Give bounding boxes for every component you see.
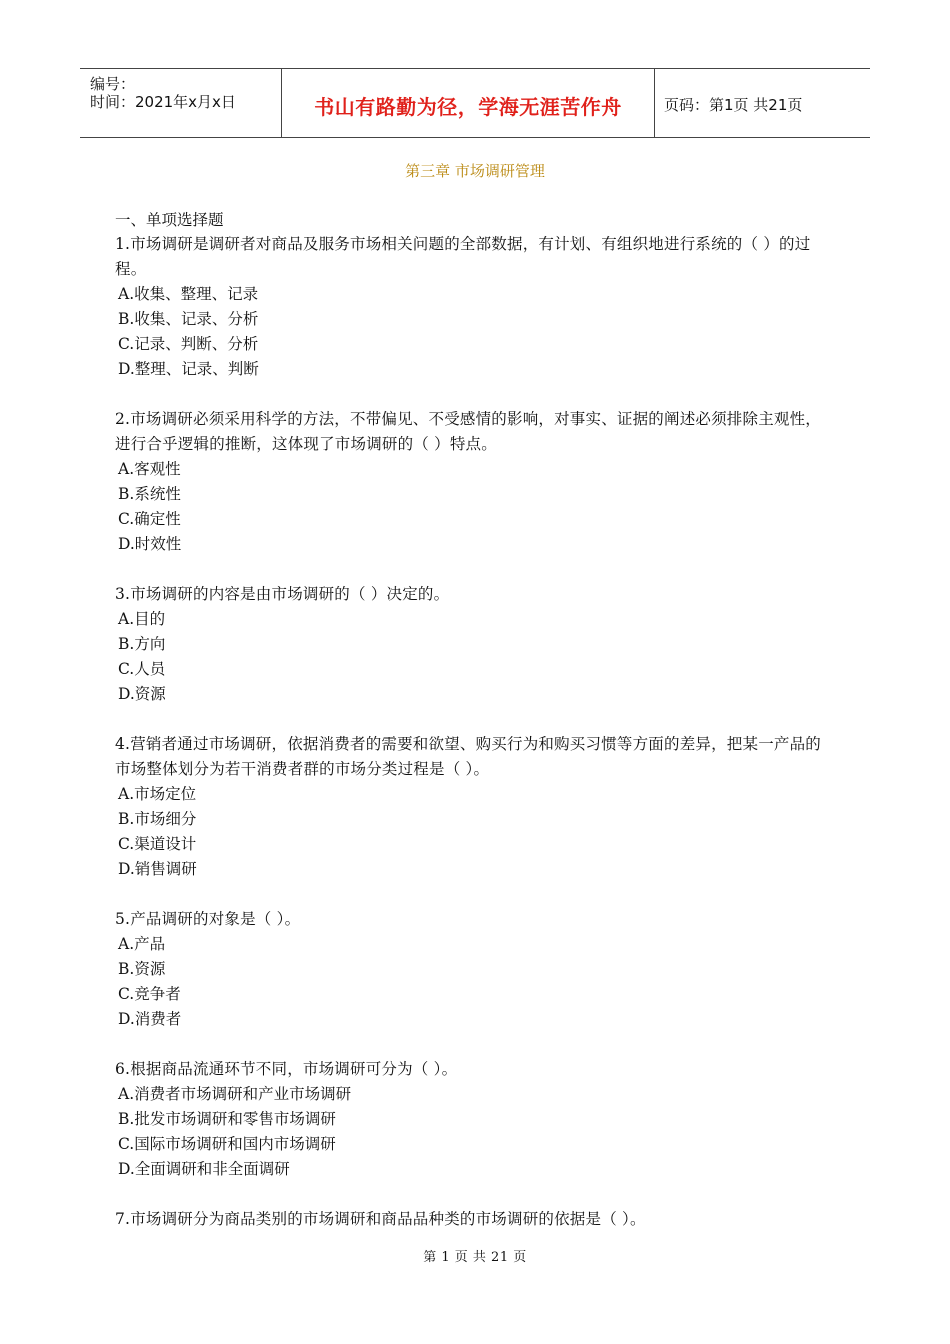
answer-option: D.消费者	[118, 1010, 182, 1028]
question-stem: 7.市场调研分为商品类别的市场调研和商品品种类的市场调研的依据是（ ）。	[115, 1210, 646, 1228]
answer-option: D.整理、记录、判断	[118, 360, 259, 378]
answer-option: B.方向	[118, 635, 166, 653]
page-info: 页码：第1页 共21页	[664, 96, 803, 114]
answer-option: C.记录、判断、分析	[118, 335, 259, 353]
header-table	[80, 68, 870, 138]
question-stem: 4.营销者通过市场调研，依据消费者的需要和欲望、购买行为和购买习惯等方面的差异，把某一产品的市场整体划分为若干消费者群的市场分类过程是（ ）。	[115, 735, 821, 778]
answer-option: C.渠道设计	[118, 835, 197, 853]
question-item	[115, 407, 835, 557]
question-item	[115, 1057, 835, 1182]
question-stem: 6.根据商品流通环节不同，市场调研可分为（ ）。	[115, 1060, 458, 1078]
answer-option: C.确定性	[118, 510, 181, 528]
serial-number-label: 编号：	[90, 75, 136, 93]
answer-option: D.全面调研和非全面调研	[118, 1160, 290, 1178]
answer-option: D.时效性	[118, 535, 182, 553]
question-stem: 2.市场调研必须采用科学的方法，不带偏见、不受感情的影响，对事实、证据的阐述必须排除主观性，进行合乎逻辑的推断，这体现了市场调研的（ ）特点。	[115, 410, 821, 453]
answer-option: D.销售调研	[118, 860, 197, 878]
motto-text: 书山有路勤为径，学海无涯苦作舟	[314, 95, 622, 119]
question-item	[115, 907, 835, 1032]
question-item	[115, 732, 835, 882]
answer-option: A.消费者市场调研和产业市场调研	[118, 1085, 352, 1103]
question-item	[115, 1207, 835, 1232]
answer-option: C.竞争者	[118, 985, 181, 1003]
header-meta-cell	[80, 69, 282, 137]
answer-option: A.产品	[118, 935, 166, 953]
header-page-cell	[655, 69, 870, 137]
question-stem: 5.产品调研的对象是（ ）。	[115, 910, 301, 928]
answer-option: B.资源	[118, 960, 166, 978]
page-footer: 第 1 页 共 21 页	[423, 1250, 527, 1265]
answer-option: B.市场细分	[118, 810, 197, 828]
question-item	[115, 232, 835, 382]
answer-option: A.收集、整理、记录	[118, 285, 259, 303]
chapter-title: 第三章 市场调研管理	[405, 162, 545, 180]
answer-option: A.客观性	[118, 460, 181, 478]
question-item	[115, 582, 835, 707]
answer-option: A.目的	[118, 610, 166, 628]
answer-option: A.市场定位	[118, 785, 197, 803]
question-list	[115, 208, 835, 1232]
answer-option: B.收集、记录、分析	[118, 310, 259, 328]
question-stem: 1.市场调研是调研者对商品及服务市场相关问题的全部数据，有计划、有组织地进行系统的（ ）的过程。	[115, 235, 811, 278]
answer-option: C.人员	[118, 660, 166, 678]
section-title: 一、单项选择题	[115, 211, 224, 229]
answer-option: B.批发市场调研和零售市场调研	[118, 1110, 336, 1128]
date-label: 时间：2021年x月x日	[90, 93, 236, 111]
answer-option: C.国际市场调研和国内市场调研	[118, 1135, 336, 1153]
answer-option: B.系统性	[118, 485, 181, 503]
question-stem: 3.市场调研的内容是由市场调研的（ ）决定的。	[115, 585, 450, 603]
answer-option: D.资源	[118, 685, 166, 703]
header-motto-cell	[282, 69, 655, 137]
